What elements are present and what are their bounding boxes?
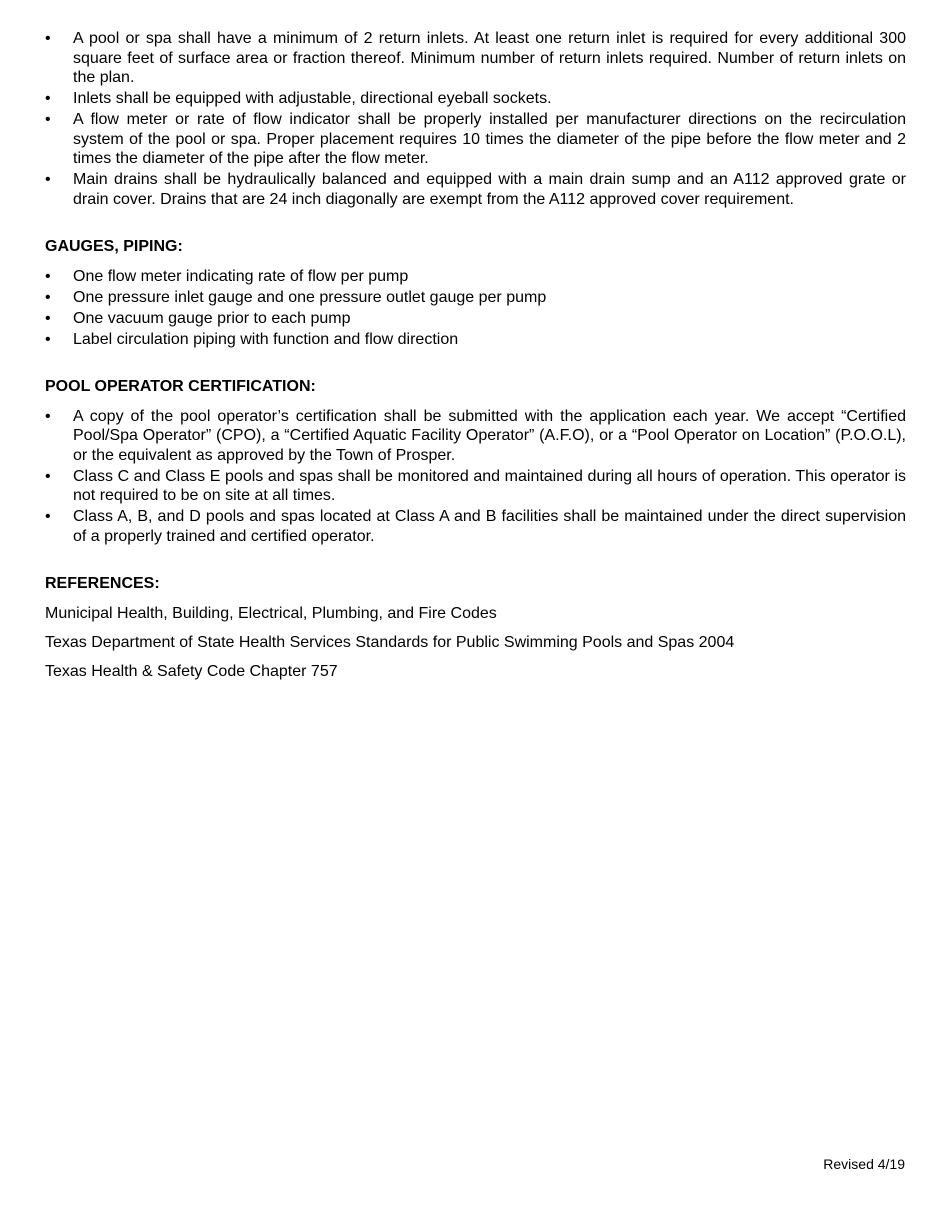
- list-item: • Class A, B, and D pools and spas located at Class A and B facilities shall be maintained under the direct supervision of a properly trained and certified operator.: [45, 507, 906, 546]
- list-item: • Main drains shall be hydraulically balanced and equipped with a main drain sump and an A112 approved grate or drain cover. Drains that are 24 inch diagonally are exempt from the A112 approved cover requirement.: [45, 170, 906, 209]
- reference-item: Municipal Health, Building, Electrical, Plumbing, and Fire Codes: [45, 604, 497, 622]
- list-item: • A copy of the pool operator’s certification shall be submitted with the application each year. We accept “Certified Pool/Spa Operator” (CPO), a “Certified Aquatic Facility Operator” (A.F.O), or a “Pool Operator on Location” (P.O.O.L), or the equivalent as approved by the Town of Prosper.: [45, 407, 906, 466]
- reference-item: Texas Health & Safety Code Chapter 757: [45, 662, 338, 680]
- list-item: • One flow meter indicating rate of flow per pump: [45, 267, 906, 287]
- list-item: • Class C and Class E pools and spas shall be monitored and maintained during all hours of operation. This operator is not required to be on site at all times.: [45, 467, 906, 506]
- list-item: • Label circulation piping with function and flow direction: [45, 330, 906, 350]
- return-inlets-list: [45, 29, 906, 209]
- reference-item: Texas Department of State Health Services Standards for Public Swimming Pools and Spas 2004: [45, 633, 735, 651]
- certification-list: [45, 407, 906, 547]
- list-item: • One vacuum gauge prior to each pump: [45, 309, 906, 329]
- list-item: • A pool or spa shall have a minimum of 2 return inlets. At least one return inlet is required for every additional 300 square feet of surface area or fraction thereof. Minimum number of return inlets required. Number of return inlets on the plan.: [45, 29, 906, 88]
- list-item: • Inlets shall be equipped with adjustable, directional eyeball sockets.: [45, 89, 906, 109]
- gauges-heading: GAUGES, PIPING:: [45, 238, 183, 255]
- list-item: • A flow meter or rate of flow indicator shall be properly installed per manufacturer directions on the recirculation system of the pool or spa. Proper placement requires 10 times the diameter of the pipe before the flow meter and 2 times the diameter of the pipe after the flow meter.: [45, 110, 906, 169]
- document-page: [45, 29, 906, 691]
- references-heading: REFERENCES:: [45, 575, 160, 592]
- list-item: • One pressure inlet gauge and one pressure outlet gauge per pump: [45, 288, 906, 308]
- gauges-list: [45, 267, 906, 350]
- revision-footer: Revised 4/19: [823, 1156, 905, 1172]
- certification-heading: POOL OPERATOR CERTIFICATION:: [45, 378, 316, 395]
- references-list: [45, 604, 906, 682]
